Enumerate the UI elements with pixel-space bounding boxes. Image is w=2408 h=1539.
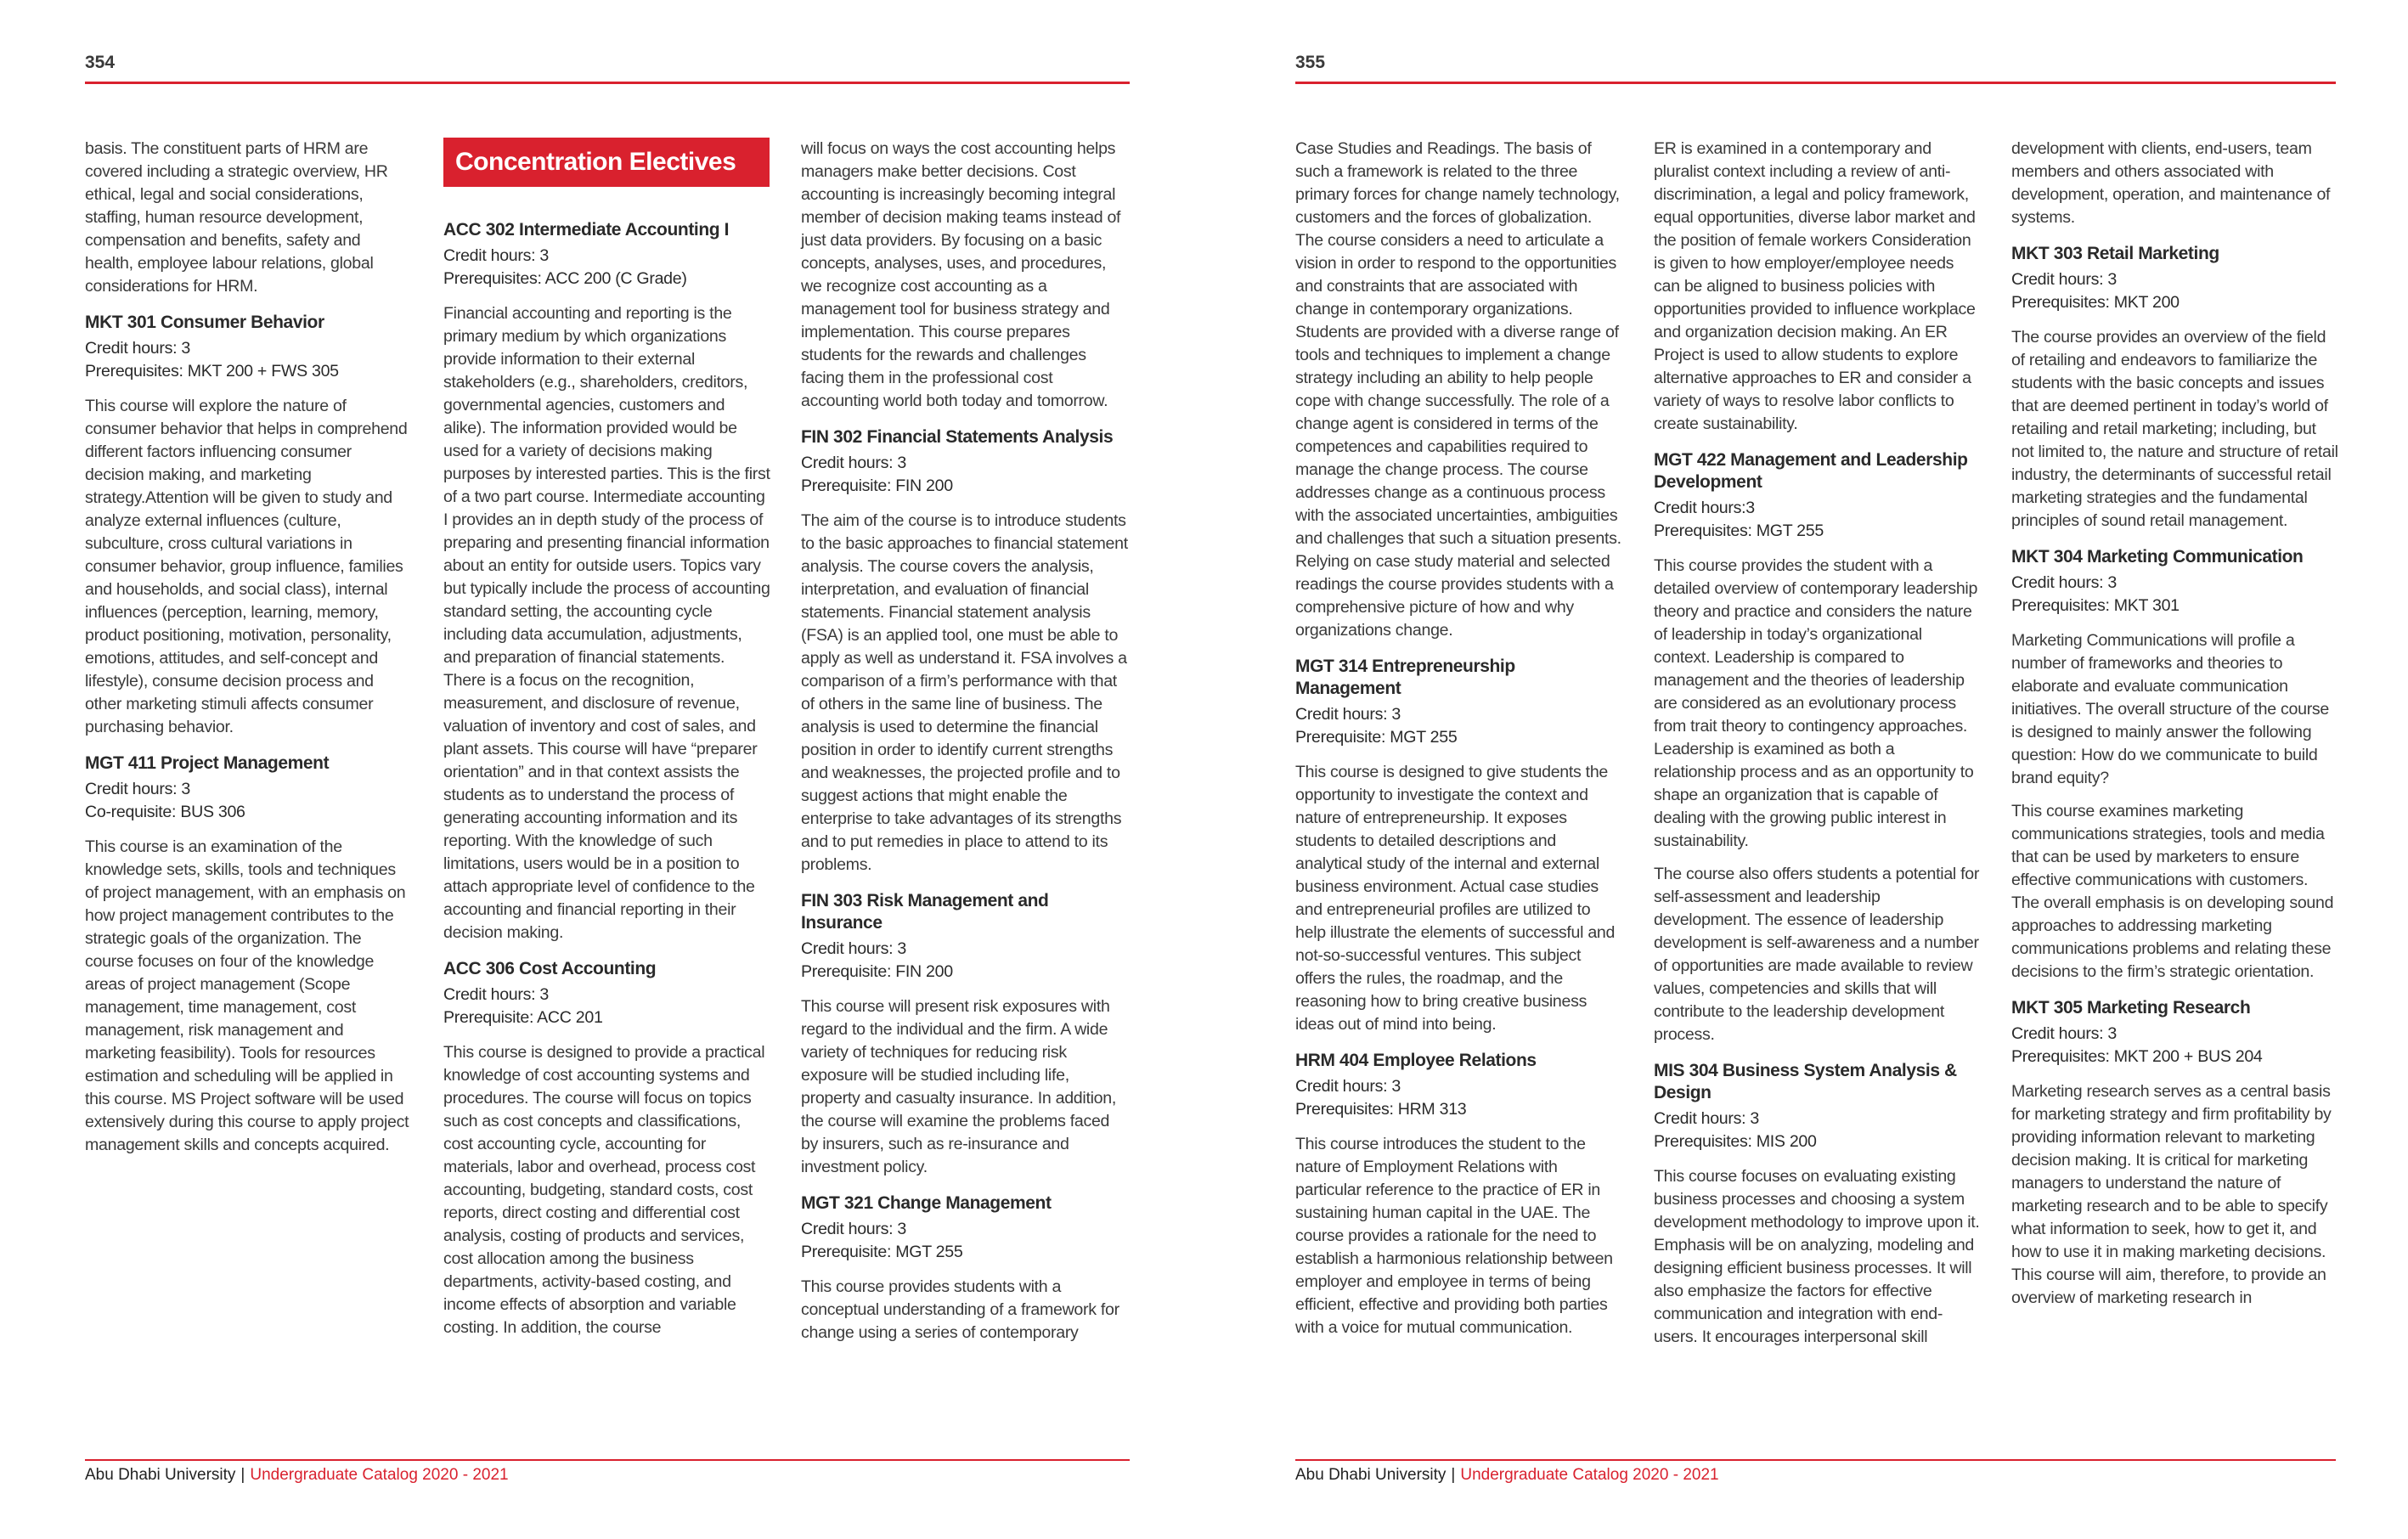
footer-separator: | (1451, 1466, 1456, 1484)
footer-catalog: Undergraduate Catalog 2020 - 2021 (250, 1466, 509, 1484)
course-hrm404 (1295, 1050, 1622, 1339)
course-mkt305 (2011, 997, 2338, 1310)
course-description: This course is an examination of the knowledge sets, skills, tools and techniques of project management, with an emphasis on how project management contributes to the strategic goals of the organization. The course focuses on four of the knowledge areas of project management (Scope management, time management, cost management, risk management and marketing feasibility). Tools for resources estimation and scheduling will be applied in this course. MS Project software will be used extensively during this course to apply project management skills and concepts acquired. (85, 837, 409, 1154)
course-description: Financial accounting and reporting is the primary medium by which organizations provide information to their external stakeholders (e.g., shareholders, creditors, governmental agencies, customers and alike). The information provided would be used for a variety of decisions making purposes by interested parties. This is the first of a two part course. Intermediate accounting I provides an in depth study of the process of preparing and presenting financial information about an entity for outside users. Topics vary but typically include the process of accounting standard setting, the accounting cycle including data accumulation, adjustments, and preparation of financial statements. There is a focus on the recognition, measurement, and disclosure of revenue, valuation of inventory and cost of sales, and plant assets. This course will have “preparer orientation” and in that context assists the students as to understand the process of generating accounting information and its reporting. With the knowledge of such limitations, users would be in a position to attach appropriate level of confidence to the accounting and financial reporting in their decision making. (443, 304, 770, 942)
course-title: MGT 314 Entrepreneurship Management (1295, 657, 1515, 698)
paragraph: Case Studies and Readings. The basis of such a framework is related to the three primary forces for change namely technology, customers and the forces of globalization. The course considers a need to articulate a vision in order to respond to the opportunities and constraints that are associated with change in contemporary organizations. Students are provided with a diverse range of tools and techniques to implement a change strategy including an ability to help people cope with change successfully. The role of a change agent is considered in terms of the competences and capabilities required to manage the change process. The course addresses change as a continuous process with the associated uncertainties, ambiguities and challenges that such a situation presents. Relying on case study material and selected readings the course provides students with a comprehensive picture of how and why organizations change. (1295, 139, 1621, 640)
course-description: This course will explore the nature of consumer behavior that helps in comprehend different factors influencing consumer decision making, and marketing strategy.Attention will be given to study and analyze external influences (culture, subculture, cross cultural variations in consumer behavior, group influence, families and households, and social class), internal influences (perception, learning, memory, product positioning, motivation, personality, emotions, attitudes, and self-concept and lifestyle), consume decision process and other marketing stimuli affects consumer purchasing behavior. (85, 397, 408, 736)
course-description: This course introduces the student to the nature of Employment Relations with particular reference to the practice of ER in sustaining human capital in the UAE. The course provides a rationale for the need to establish a harmonious relationship between employer and employee in terms of being efficient, effective and providing both parties with a voice for mutual communication. (1295, 1135, 1613, 1337)
course-description: This course will present risk exposures with regard to the individual and the firm. A wide variety of techniques for reducing risk exposure will be studied including life, property and casualty insurance. In addition, the course will examine the problems faced by insurers, such as re-insurance and investment policy. (801, 997, 1116, 1176)
credit-hours: Credit hours: 3 (2011, 270, 2118, 289)
credit-hours: Credit hours: 3 (2011, 1024, 2118, 1043)
left-page (85, 0, 1130, 1539)
course-title: MKT 301 Consumer Behavior (85, 313, 324, 332)
prerequisites: Prerequisites: MIS 200 (1654, 1132, 1817, 1151)
credit-hours: Credit hours: 3 (443, 246, 550, 265)
prerequisites: Prerequisite: FIN 200 (801, 476, 953, 495)
course-title: HRM 404 Employee Relations (1295, 1051, 1537, 1070)
paragraph: will focus on ways the cost accounting helps managers make better decisions. Cost accounting is increasingly becoming integral member of decision making teams instead of just data providers. By focusing on a basic concepts, analyses, uses, and procedures, we recognize cost accounting as a management tool for business strategy and implementation. This course prepares students for the rewards and challenges facing them in the professional cost accounting world both today and tomorrow. (801, 139, 1121, 410)
page-footer (1295, 1466, 1719, 1485)
course-title: ACC 302 Intermediate Accounting I (443, 220, 730, 240)
header-rule (1295, 82, 2336, 84)
course-mkt303 (2011, 243, 2338, 533)
credit-hours: Credit hours: 3 (1295, 1077, 1401, 1096)
prerequisites: Prerequisite: MGT 255 (1295, 728, 1458, 747)
footer-catalog: Undergraduate Catalog 2020 - 2021 (1460, 1466, 1719, 1484)
course-title: MGT 422 Management and Leadership Development (1654, 450, 1968, 492)
course-description: Marketing Communications will profile a number of frameworks and theories to elaborate and evaluate communication initiatives. The overall structure of the course is designed to mainly answer the following question: How do we communicate to build brand equity? (2011, 631, 2330, 787)
column-3 (801, 138, 1128, 1355)
course-description: This course provides students with a conceptual understanding of a framework for change using a series of contemporary (801, 1277, 1119, 1342)
course-mgt321 (801, 1192, 1128, 1345)
course-description: The course provides an overview of the field of retailing and endeavors to familiarize the students with the basic concepts and issues that are deemed pertinent in today’s world of retailing and retail marketing; including, but not limited to, the nature and structure of retail industry, the determinants of successful retail marketing strategies and the fundamental principles of sound retail management. (2011, 328, 2338, 530)
footer-separator: | (240, 1466, 245, 1484)
prerequisites: Prerequisites: MKT 200 (2011, 293, 2180, 312)
footer-university: Abu Dhabi University (1295, 1466, 1446, 1484)
course-title: FIN 302 Financial Statements Analysis (801, 427, 1114, 447)
course-title: ACC 306 Cost Accounting (443, 959, 657, 978)
course-title: FIN 303 Risk Management and Insurance (801, 891, 1049, 933)
course-mkt301 (85, 312, 412, 739)
course-title: MIS 304 Business System Analysis & Design (1654, 1061, 1957, 1102)
column-1 (85, 138, 412, 1167)
footer-rule (1295, 1459, 2336, 1461)
course-mis304 (1654, 1060, 1981, 1349)
course-title: MGT 411 Project Management (85, 753, 330, 773)
course-mgt422 (1654, 449, 1981, 1046)
course-description: This course provides the student with a detailed overview of contemporary leadership theory and practice and considers the nature of leadership in today’s organizational context. Leadership is compared to management and the theories of leadership are considered as an evolutionary process from trait theory to contingency approaches. Leadership is examined as both a relationship process and as an opportunity to shape an organization that is capable of dealing with the growing public interest in sustainability. (1654, 556, 1978, 850)
header-rule (85, 82, 1130, 84)
course-description: Marketing research serves as a central basis for marketing strategy and firm profitability by providing information relevant to marketing decision making. It is critical for marketing managers to understand the nature of marketing research and to be able to specify what information to seek, how to get it, and how to use it in making marketing decisions. This course will aim, therefore, to provide an overview of marketing research in (2011, 1082, 2332, 1307)
column-3 (2011, 138, 2338, 1320)
course-description: This course is designed to provide a practical knowledge of cost accounting systems and procedures. The course will focus on topics such as cost concepts and classifications, cost accounting cycle, accounting for materials, labor and overhead, process cost accounting, budgeting, standard costs, cost reports, direct costing and differential cost analysis, costing of products and services, cost allocation among the business departments, activity-based costing, and income effects of absorption and variable costing. In addition, the course (443, 1043, 765, 1337)
column-2 (443, 138, 770, 1350)
credit-hours: Credit hours: 3 (801, 939, 907, 958)
credit-hours: Credit hours: 3 (801, 1220, 907, 1238)
corequisites: Co-requisite: BUS 306 (85, 803, 245, 821)
credit-hours: Credit hours: 3 (801, 454, 907, 472)
column-2 (1654, 138, 1981, 1359)
paragraph: ER is examined in a contemporary and pluralist context including a review of anti-discrimination, a legal and policy framework, equal opportunities, diverse labor market and the position of female workers Consideration is given to how employer/employee needs can be aligned to business policies with opportunities provided to influence workplace and organization decision making. An ER Project is used to allow students to explore alternative approaches to ER and consider a variety of ways to resolve labor conflicts to create sustainability. (1654, 139, 1976, 433)
page-number: 354 (85, 53, 116, 72)
credit-hours: Credit hours: 3 (443, 985, 550, 1004)
credit-hours: Credit hours: 3 (1654, 1109, 1760, 1128)
prerequisites: Prerequisite: MGT 255 (801, 1243, 963, 1261)
right-page (1295, 0, 2336, 1539)
credit-hours: Credit hours: 3 (1295, 705, 1401, 724)
course-mkt304 (2011, 546, 2338, 984)
credit-hours: Credit hours: 3 (85, 780, 191, 798)
prerequisites: Prerequisites: MKT 200 + FWS 305 (85, 362, 339, 381)
paragraph: development with clients, end-users, team members and others associated with development, operation, and maintenance of systems. (2011, 139, 2331, 227)
course-title: MKT 304 Marketing Communication (2011, 547, 2304, 567)
course-title: MKT 303 Retail Marketing (2011, 244, 2219, 263)
course-title: MKT 305 Marketing Research (2011, 998, 2251, 1018)
prerequisites: Prerequisites: ACC 200 (C Grade) (443, 269, 687, 288)
footer-university: Abu Dhabi University (85, 1466, 236, 1484)
course-description: The course also offers students a potential for self-assessment and leadership development. The essence of leadership development is self-awareness and a number of opportunities are made available to review values, competencies and skills that will contribute to the leadership development process. (1654, 865, 1980, 1044)
course-mgt314 (1295, 656, 1622, 1036)
prerequisites: Prerequisite: FIN 200 (801, 962, 953, 981)
course-acc302 (443, 219, 770, 944)
paragraph: basis. The constituent parts of HRM are covered including a strategic overview, HR ethical, legal and social considerations, staffing, human resource development, compensation and benefits, safety and health, employee labour relations, global considerations for HRM. (85, 139, 388, 296)
prerequisites: Prerequisites: HRM 313 (1295, 1100, 1467, 1119)
page-footer (85, 1466, 509, 1485)
prerequisites: Prerequisites: MGT 255 (1654, 521, 1824, 540)
course-fin303 (801, 890, 1128, 1179)
course-description: This course examines marketing communications strategies, tools and media that can be used by marketers to ensure effective communications with customers. The overall emphasis is on developing sound approaches to addressing marketing communications problems and relating these decisions to the firm’s strategic orientation. (2011, 802, 2334, 981)
course-description: This course focuses on evaluating existing business processes and choosing a system development methodology to improve upon it. Emphasis will be on analyzing, modeling and designing efficient business processes. It will also emphasize the factors for effective communication and integration with end-users. It encourages interpersonal skill (1654, 1167, 1980, 1346)
credit-hours: Credit hours:3 (1654, 499, 1755, 517)
course-fin302 (801, 426, 1128, 877)
section-heading: Concentration Electives (443, 138, 770, 187)
footer-rule (85, 1459, 1130, 1461)
prerequisites: Prerequisites: MKT 200 + BUS 204 (2011, 1047, 2263, 1066)
course-description: This course is designed to give students the opportunity to investigate the context and nature of entrepreneurship. It exposes students to detailed descriptions and analytical study of the internal and external business environment. Actual case studies and entrepreneurial profiles are utilized to help illustrate the elements of successful and not-so-successful ventures. This subject offers the rules, the roadmap, and the reasoning how to bring creative business ideas out of mind into being. (1295, 763, 1616, 1034)
course-description: The aim of the course is to introduce students to the basic approaches to financial statement analysis. The course covers the analysis, interpretation, and evaluation of financial statements. Financial statement analysis (FSA) is an applied tool, one must be able to apply as well as understand it. FSA involves a comparison of a firm’s performance with that of others in the same line of business. The analysis is used to determine the financial position in order to identify current strengths and weaknesses, the projected profile and to suggest actions that might enable the enterprise to take advantages of its strengths and to put remedies in place to attend to its problems. (801, 511, 1128, 874)
credit-hours: Credit hours: 3 (2011, 573, 2118, 592)
page-number: 355 (1295, 53, 1326, 72)
prerequisites: Prerequisites: MKT 301 (2011, 596, 2180, 615)
prerequisites: Prerequisite: ACC 201 (443, 1008, 603, 1027)
course-mgt411 (85, 753, 412, 1157)
credit-hours: Credit hours: 3 (85, 339, 191, 358)
column-1 (1295, 138, 1622, 1350)
course-title: MGT 321 Change Management (801, 1193, 1052, 1213)
course-acc306 (443, 958, 770, 1339)
